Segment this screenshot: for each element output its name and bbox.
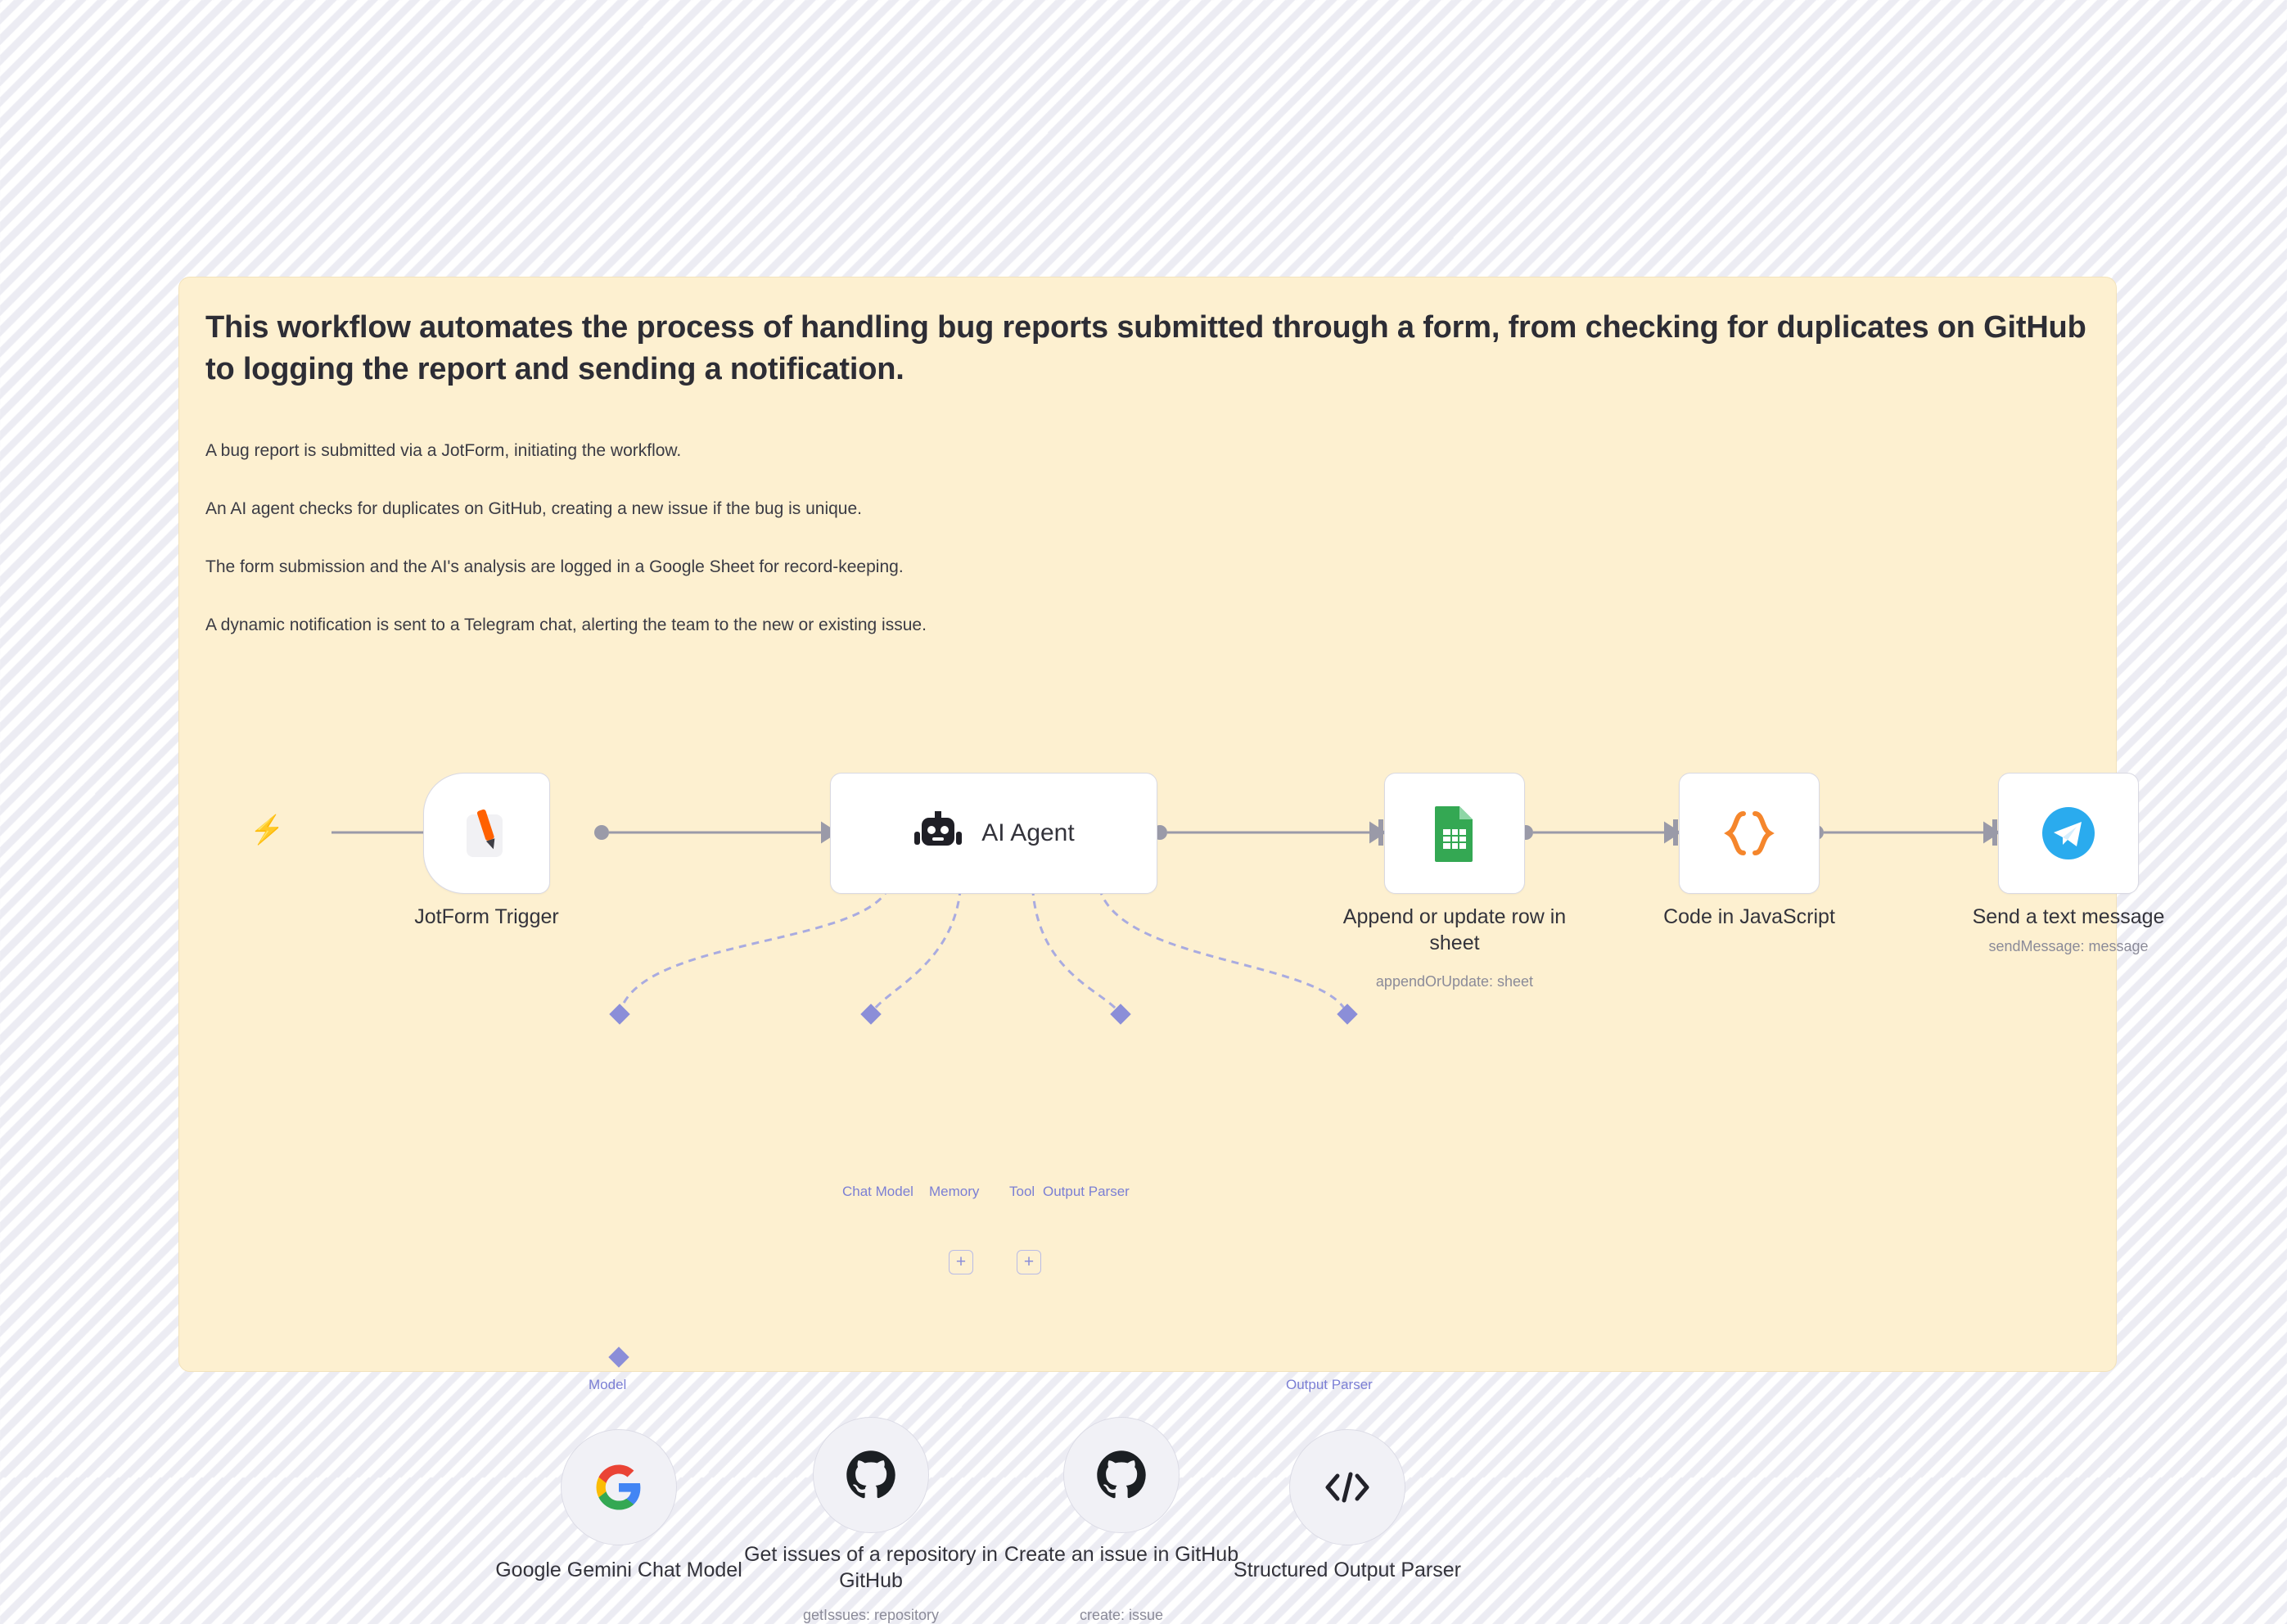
node-label-google-gemini: Google Gemini Chat Model <box>495 1559 742 1581</box>
node-label-jotform: JotForm Trigger <box>414 905 559 928</box>
node-telegram[interactable] <box>1972 773 2165 954</box>
port-label-memory: Memory <box>929 1184 980 1199</box>
node-code-javascript[interactable] <box>1663 773 1835 928</box>
node-label-ai-agent: AI Agent <box>981 819 1075 846</box>
node-sublabel-github-get-issues: getIssues: repository <box>802 1607 940 1623</box>
note-title: This workflow automates the process of handling bug reports submitted through a form, from checking for duplicates on GitHub to logging the report and sending a notification. <box>205 310 2086 387</box>
node-label-github-create-issue: Create an issue in GitHub <box>1004 1543 1239 1566</box>
node-label-structured-output-parser: Structured Output Parser <box>1234 1559 1461 1581</box>
node-jotform-trigger[interactable] <box>414 773 559 928</box>
code-angle-icon <box>1289 1429 1405 1545</box>
github-icon <box>813 1417 929 1533</box>
google-sheets-icon <box>1384 773 1525 894</box>
telegram-icon <box>1998 773 2139 894</box>
node-sublabel-google-sheets: appendOrUpdate: sheet <box>1375 973 1534 990</box>
add-tool-button[interactable]: + <box>1017 1250 1041 1274</box>
note-paragraph-2: An AI agent checks for duplicates on GitHub, creating a new issue if the bug is unique. <box>205 498 862 518</box>
node-github-get-issues[interactable] <box>744 1417 998 1623</box>
port-label-tool: Tool <box>1009 1184 1035 1199</box>
node-ai-agent[interactable] <box>830 773 1157 894</box>
code-braces-icon <box>1679 773 1820 894</box>
node-label-telegram: Send a text message <box>1972 905 2165 928</box>
github-icon <box>1063 1417 1180 1533</box>
node-label-code-javascript: Code in JavaScript <box>1663 905 1835 928</box>
add-memory-button[interactable]: + <box>949 1250 973 1274</box>
note-paragraph-1: A bug report is submitted via a JotForm, initiating the workflow. <box>205 440 682 460</box>
port-label-chat-model: Chat Model <box>842 1184 913 1199</box>
node-github-create-issue[interactable] <box>1004 1417 1239 1623</box>
node-sublabel-telegram: sendMessage: message <box>1988 938 2149 954</box>
trigger-bolt-icon: ⚡ <box>250 814 285 846</box>
note-paragraph-3: The form submission and the AI's analysis are logged in a Google Sheet for record-keeping. <box>205 557 904 577</box>
port-label-output-parser: Output Parser <box>1043 1184 1130 1199</box>
note-paragraph-4: A dynamic notification is sent to a Telegram chat, alerting the team to the new or existing issue. <box>205 615 927 634</box>
branch-label-model: Model <box>589 1377 627 1392</box>
node-google-gemini[interactable] <box>495 1429 742 1581</box>
node-structured-output-parser[interactable] <box>1234 1429 1461 1581</box>
branch-label-output-parser: Output Parser <box>1286 1377 1373 1392</box>
robot-icon <box>913 810 963 857</box>
jotform-icon <box>423 773 550 894</box>
node-google-sheets[interactable] <box>1342 773 1567 990</box>
node-label-github-get-issues: Get issues of a repository in GitHub <box>744 1543 998 1592</box>
sticky-note-card[interactable] <box>178 277 2165 1623</box>
node-label-google-sheets: Append or update row in sheet <box>1342 905 1567 954</box>
node-sublabel-github-create-issue: create: issue <box>1079 1607 1164 1623</box>
google-icon <box>561 1429 677 1545</box>
